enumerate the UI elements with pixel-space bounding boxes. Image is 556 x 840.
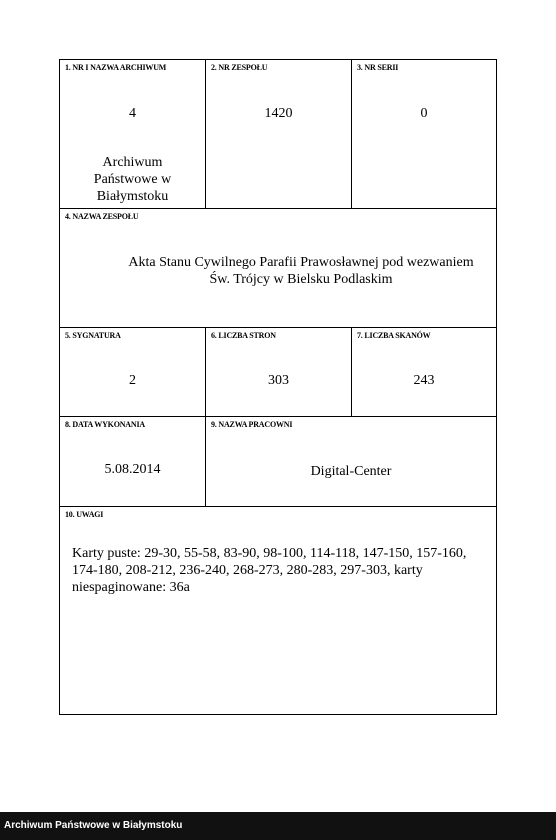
workshop-value: Digital-Center xyxy=(310,464,392,479)
pages-cell xyxy=(205,327,352,417)
pages-label: 6. LICZBA STRON xyxy=(211,331,276,340)
archive-cell xyxy=(59,59,206,209)
pages-value: 303 xyxy=(268,373,289,388)
scans-value: 243 xyxy=(413,373,435,388)
archive-name: Archiwum Państwowe w Białymstoku xyxy=(93,155,172,204)
archive-label: 1. NR I NAZWA ARCHIWUM xyxy=(65,63,167,72)
scans-cell xyxy=(351,327,497,417)
footer-bar xyxy=(0,812,556,840)
series-no-label: 3. NR SERII xyxy=(357,63,399,72)
workshop-cell xyxy=(205,416,497,507)
signature-value: 2 xyxy=(129,373,136,388)
notes-label: 10. UWAGI xyxy=(65,510,104,519)
fonds-name-label: 4. NAZWA ZESPOŁU xyxy=(65,212,139,221)
notes-value: Karty puste: 29-30, 55-58, 83-90, 98-100, 114-118, 147-150, 157-160, 174-180, 208-212, 236-240, 268-273, 280-283, 297-303, karty niespaginowane: 36a xyxy=(72,546,467,595)
fonds-no-label: 2. NR ZESPOŁU xyxy=(211,63,268,72)
metadata-form xyxy=(59,59,497,715)
date-cell xyxy=(59,416,206,507)
archive-number: 4 xyxy=(129,106,136,121)
fonds-no-cell xyxy=(205,59,352,209)
series-no-cell xyxy=(351,59,497,209)
scans-label: 7. LICZBA SKANÓW xyxy=(357,331,431,340)
footer-text: Archiwum Państwowe w Białymstoku xyxy=(4,820,183,831)
workshop-label: 9. NAZWA PRACOWNI xyxy=(211,420,293,429)
date-value: 5.08.2014 xyxy=(104,462,161,477)
signature-label: 5. SYGNATURA xyxy=(65,331,121,340)
fonds-name-cell xyxy=(59,208,497,328)
date-label: 8. DATA WYKONANIA xyxy=(65,420,145,429)
signature-cell xyxy=(59,327,206,417)
notes-cell xyxy=(59,506,497,715)
series-no-value: 0 xyxy=(420,106,428,121)
fonds-name-value: Akta Stanu Cywilnego Parafii Prawosławnej pod wezwaniem Św. Trójcy w Bielsku Podlaskim xyxy=(128,255,474,287)
fonds-no-value: 1420 xyxy=(264,106,293,121)
